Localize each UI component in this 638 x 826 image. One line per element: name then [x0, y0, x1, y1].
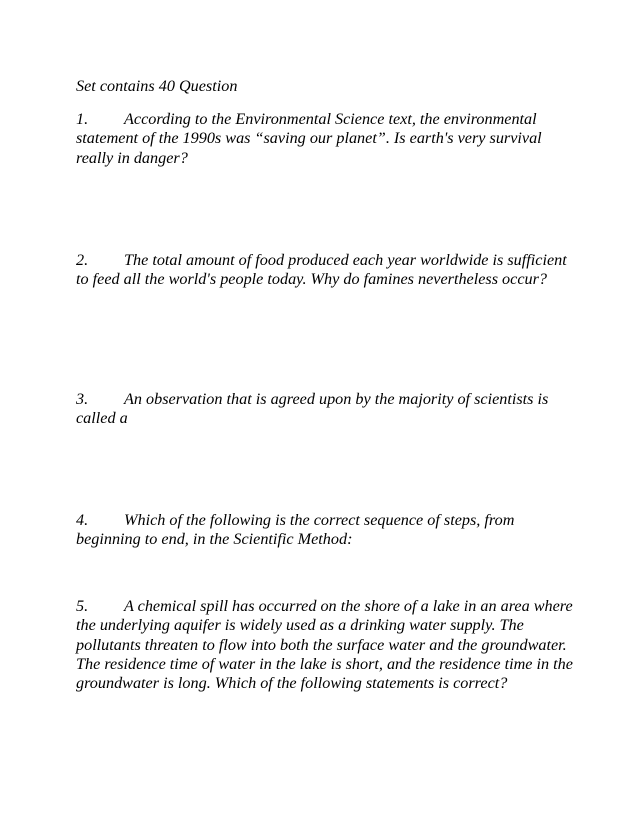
question-text: Which of the following is the correct sequence of steps, from beginning to end, in the Scientific Method:	[76, 511, 515, 549]
question-number: 4.	[76, 511, 89, 529]
question-text: The total amount of food produced each year worldwide is sufficient to feed all the world's people today. Why do famines nevertheless occur?	[76, 251, 567, 289]
question-1	[76, 110, 576, 168]
question-text: According to the Environmental Science text, the environmental statement of the 1990s was “saving our planet”. Is earth's very survival really in danger?	[76, 110, 542, 167]
question-number: 3.	[76, 390, 89, 408]
question-number: 2.	[76, 251, 89, 269]
question-text: A chemical spill has occurred on the shore of a lake in an area where the underlying aquifer is widely used as a drinking water supply. The pollutants threaten to flow into both the surface water and the groundwater. The residence time of water in the lake is short, and the residence time in the groundwater is long. Which of the following statements is correct?	[76, 597, 573, 693]
question-3	[76, 390, 576, 429]
question-number: 1.	[76, 110, 89, 128]
question-2	[76, 251, 576, 290]
question-text: An observation that is agreed upon by the majority of scientists is called a	[76, 390, 549, 428]
question-number: 5.	[76, 597, 89, 615]
question-5	[76, 597, 576, 693]
set-heading: Set contains 40 Question	[76, 77, 238, 95]
question-4	[76, 511, 576, 550]
